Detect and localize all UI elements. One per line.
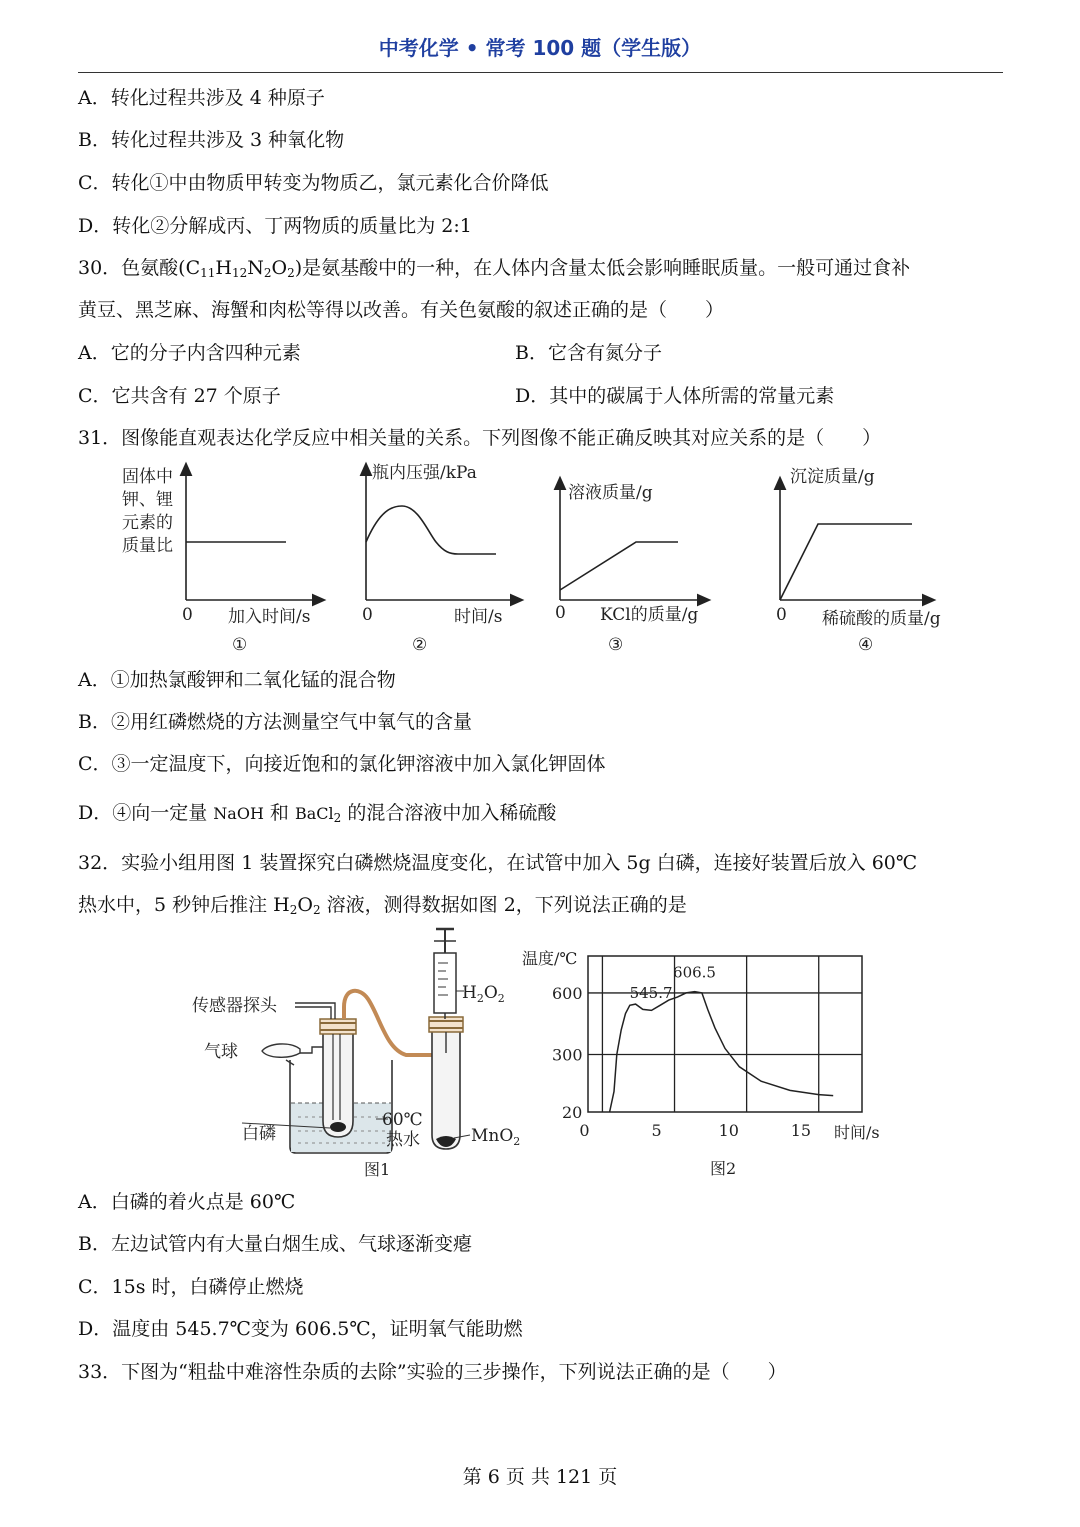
graph1-ylabel-1: 固体中 — [122, 467, 173, 487]
graph3-ylabel: 溶液质量/g — [568, 483, 653, 503]
q32-stem-line2-prefix: 热水中，5 秒钟后推注 H — [78, 894, 290, 916]
graph1-ylabel-3: 元素的 — [122, 513, 173, 533]
q30-stem-line2: 黄豆、黑芝麻、海蟹和肉松等得以改善。有关色氨酸的叙述正确的是（ ） — [78, 299, 725, 321]
q32-option-c: C．15s 时，白磷停止燃烧 — [78, 1276, 304, 1298]
q31-option-b: B．②用红磷燃烧的方法测量空气中氧气的含量 — [78, 711, 472, 733]
fig2-caption: 图2 — [710, 1159, 737, 1178]
q31-option-d-sub: 2 — [333, 811, 342, 825]
graph1-origin: 0 — [182, 605, 193, 625]
fig2-ytick: 600 — [552, 983, 583, 1003]
q32-stem-line2-suffix: 溶液，测得数据如图 2，下列说法正确的是 — [320, 894, 687, 916]
graph3-origin: 0 — [555, 603, 566, 623]
q30-sub-c: 11 — [200, 266, 216, 280]
q30-formula-n: N — [247, 257, 264, 279]
graph2 — [362, 463, 518, 655]
graph1-ylabel-2: 钾、锂 — [122, 490, 173, 510]
label-probe: 传感器探头 — [192, 996, 277, 1016]
q30-formula-o: O — [271, 257, 288, 279]
q30-stem-suffix: )是氨基酸中的一种，在人体内含量太低会影响睡眠质量。一般可通过食补 — [294, 257, 911, 279]
graph4-xlabel: 稀硫酸的质量/g — [822, 609, 941, 629]
graph2-xlabel: 时间/s — [454, 607, 503, 627]
label-h2o2: $H_2O_2$ — [462, 983, 505, 1005]
graph4-ylabel: 沉淀质量/g — [790, 467, 875, 487]
graph1 — [122, 467, 320, 655]
fig2-ticks — [552, 984, 811, 1140]
q32-stem-line2 — [78, 893, 687, 922]
q30-formula-h: H — [215, 257, 232, 279]
graph3-number: ③ — [608, 635, 624, 655]
label-water-temp: 60℃ — [382, 1110, 423, 1130]
syringe — [434, 953, 456, 1013]
q31-stem: 31．图像能直观表达化学反应中相关量的关系。下列图像不能正确反映其对应关系的是（ ） — [78, 427, 882, 449]
fig2-xtick: 5 — [651, 1121, 662, 1140]
graph3-xlabel: KCl的质量/g — [600, 605, 699, 625]
fig2-xlabel: 时间/s — [834, 1123, 880, 1142]
q32-option-a: A．白磷的着火点是 60℃ — [78, 1191, 296, 1213]
q31-graphs — [100, 460, 1000, 660]
q30-sub-n: 2 — [263, 266, 272, 280]
fig2-ytick: 20 — [562, 1103, 583, 1122]
q31-option-d — [78, 801, 556, 830]
q31-option-d-suffix: 的混合溶液中加入稀硫酸 — [341, 802, 557, 824]
q30-option-b: B．它含有氮分子 — [515, 342, 662, 364]
graph4-number: ④ — [858, 635, 874, 655]
q32-stem-sub2: 2 — [312, 903, 321, 917]
graph3 — [555, 482, 705, 655]
q30-sub-h: 12 — [232, 266, 248, 280]
q29-option-a: A．转化过程共涉及 4 种原子 — [78, 87, 325, 109]
q29-option-b: B．转化过程共涉及 3 种氧化物 — [78, 129, 345, 151]
q32-stem-line1: 32．实验小组用图 1 装置探究白磷燃烧温度变化，在试管中加入 5g 白磷，连接好装置后放入 60℃ — [78, 852, 918, 874]
label-balloon: 气球 — [204, 1042, 238, 1062]
q32-stem-sub1: 2 — [289, 903, 298, 917]
label-phosphorus: 白磷 — [242, 1124, 276, 1144]
graph4 — [776, 467, 941, 655]
graph4-origin: 0 — [776, 605, 787, 625]
graph2-ylabel: 瓶内压强/kPa — [372, 463, 477, 483]
graph3-line — [560, 542, 678, 590]
fig2-xtick: 10 — [718, 1121, 739, 1140]
q32-option-d: D．温度由 545.7℃变为 606.5℃，证明氧气能助燃 — [78, 1318, 523, 1340]
q30-option-c: C．它共含有 27 个原子 — [78, 385, 281, 407]
q31-option-d-prefix: D．④向一定量 — [78, 802, 214, 824]
header-divider — [78, 72, 1003, 73]
graph2-curve — [366, 506, 496, 554]
fig1-caption: 图1 — [364, 1160, 391, 1179]
fig2-frame — [588, 956, 862, 1112]
q30-stem-prefix: 30．色氨酸(C — [78, 257, 201, 279]
q33-stem: 33．下图为“粗盐中难溶性杂质的去除”实验的三步操作，下列说法正确的是（ ） — [78, 1361, 787, 1383]
q30-stem-line1 — [78, 256, 910, 285]
graph2-origin: 0 — [362, 605, 373, 625]
q30-option-d: D．其中的碳属于人体所需的常量元素 — [515, 385, 835, 407]
balloon — [262, 1044, 300, 1057]
fig2-xtick: 15 — [790, 1121, 812, 1140]
page-header-title: 中考化学 • 常考 100 题（学生版） — [378, 36, 702, 60]
rubber-hose — [344, 991, 438, 1055]
fig2-temperature-curve — [610, 992, 834, 1112]
page-footer: 第 6 页 共 121 页 — [462, 1466, 618, 1488]
graph1-ylabel-4: 质量比 — [122, 536, 173, 556]
fig2-peak1-label: 545.7 — [629, 984, 673, 1003]
label-mno2: MnO$_2$ — [471, 1126, 521, 1148]
graph4-line — [780, 524, 912, 600]
fig2-peak2-label: 606.5 — [673, 963, 716, 982]
fig2-ytick: 300 — [552, 1045, 583, 1065]
fig2-xtick: 0 — [579, 1121, 590, 1140]
q29-option-c: C．转化①中由物质甲转变为物质乙，氯元素化合价降低 — [78, 172, 549, 194]
q32-option-b: B．左边试管内有大量白烟生成、气球逐渐变瘪 — [78, 1233, 472, 1255]
label-water: 热水 — [386, 1130, 420, 1150]
q30-option-a: A．它的分子内含四种元素 — [78, 342, 301, 364]
left-test-tube — [323, 1033, 353, 1137]
fig2-chart — [518, 940, 898, 1185]
graph2-number: ② — [412, 635, 428, 655]
graph1-xlabel: 加入时间/s — [228, 607, 311, 627]
fig2-ylabel: 温度/℃ — [522, 949, 578, 968]
q29-option-d: D．转化②分解成丙、丁两物质的质量比为 2:1 — [78, 215, 472, 237]
q31-option-d-bacl: BaCl — [294, 804, 334, 823]
q30-sub-o: 2 — [287, 266, 295, 280]
q31-option-c: C．③一定温度下，向接近饱和的氯化钾溶液中加入氯化钾固体 — [78, 753, 606, 775]
q31-option-d-naoh: NaOH — [213, 804, 264, 823]
graph1-number: ① — [232, 635, 248, 655]
white-phosphorus — [330, 1122, 346, 1132]
q31-option-d-and: 和 — [263, 802, 295, 824]
fig2-grid — [588, 956, 862, 1112]
q31-option-a: A．①加热氯酸钾和二氧化锰的混合物 — [78, 669, 396, 691]
q32-stem-mid: O — [297, 894, 313, 916]
fig1-apparatus — [190, 925, 530, 1185]
